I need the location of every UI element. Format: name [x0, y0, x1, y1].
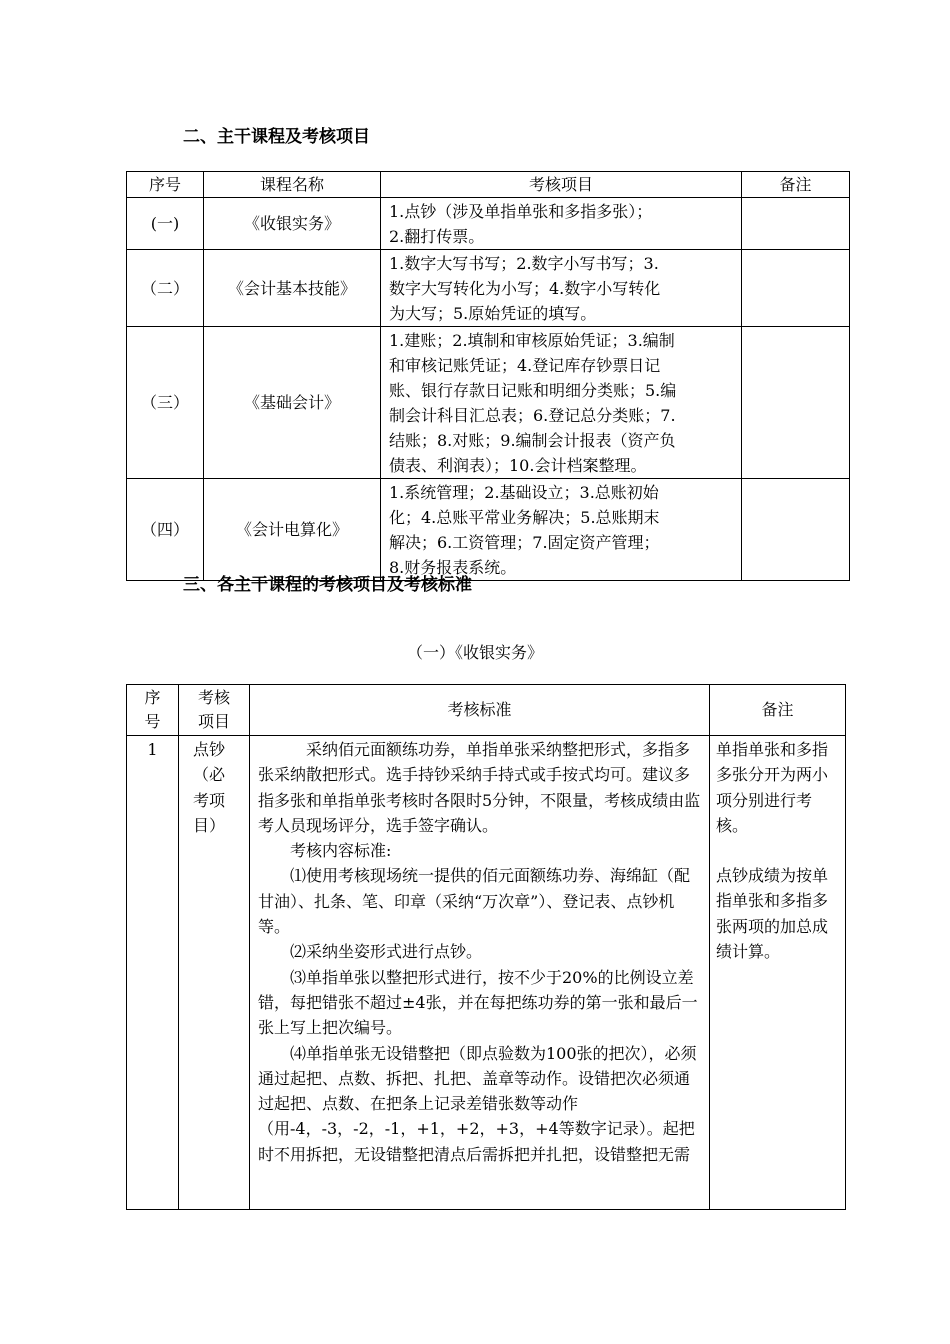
header-num: 序号 — [127, 172, 204, 198]
row-course: 《收银实务》 — [204, 198, 381, 250]
row-num: （二） — [127, 250, 204, 327]
row-note — [742, 198, 850, 250]
row-num: （三） — [127, 327, 204, 479]
row-note — [742, 250, 850, 327]
header-standard: 考核标准 — [250, 685, 710, 736]
table-header-row — [127, 172, 850, 198]
row-note — [742, 327, 850, 479]
row-course: 《会计电算化》 — [204, 479, 381, 581]
row-num: 1 — [127, 736, 179, 1210]
row-items: 1.建账；2.填制和审核原始凭证；3.编制 和审核记账凭证；4.登记库存钞票日记 账、银行存款日记账和明细分类账；5.编 制会计科目汇总表；6.登记总分类账；7. 结账；8.对账；9.编制会计报表（资产负 债表、利润表）；10.会计档案整理。 — [381, 327, 742, 479]
row-num: （四） — [127, 479, 204, 581]
header-note: 备注 — [742, 172, 850, 198]
course-table — [126, 171, 850, 581]
header-num: 序 号 — [127, 685, 179, 736]
table-row — [127, 736, 846, 1210]
section-2-heading: 二、主干课程及考核项目 — [183, 127, 370, 147]
row-course: 《基础会计》 — [204, 327, 381, 479]
header-items: 考核项目 — [381, 172, 742, 198]
row-num: (一) — [127, 198, 204, 250]
row-standard: 采纳佰元面额练功券，单指单张采纳整把形式，多指多张采纳散把形式。选手持钞采纳手持式或手按式均可。建议多指多张和单指单张考核时各限时5分钟，不限量，考核成绩由监考人员现场评分，选手签字确认。 考核内容标准: ⑴使用考核现场统一提供的佰元面额练功券、海绵缸（配甘油）、扎条、笔、印章（采纳“万次章”）、登记表、点钞机等。 ⑵采纳坐姿形式进行点钞。 ⑶单指单张以整把形式进行，按不少于20%的比例设立差错，每把错张不超过±4张，并在每把练功券的第一张和最后一张上写上把次编号。 ⑷单指单张无设错整把（即点验数为100张的把次），必须通过起把、点数、拆把、扎把、盖章等动作。设错把次必须通过起把、点数、在把条上记录差错张数等动作（用-4，-3，-2，-1，+1，+2，+3，+4等数字记录）。起把时不用拆把，无设错整把清点后需拆把并扎把，设错整把无需 — [250, 736, 710, 1210]
row-note — [742, 479, 850, 581]
course-subtitle: （一）《收银实务》 — [406, 643, 543, 662]
standards-table — [126, 684, 846, 1210]
table-row — [127, 250, 850, 327]
table-row — [127, 479, 850, 581]
header-project: 考核 项目 — [179, 685, 250, 736]
table-header-row — [127, 685, 846, 736]
header-note: 备注 — [710, 685, 846, 736]
section-3-heading: 三、各主干课程的考核项目及考核标准 — [183, 575, 472, 595]
row-course: 《会计基本技能》 — [204, 250, 381, 327]
header-course: 课程名称 — [204, 172, 381, 198]
row-items: 1.点钞（涉及单指单张和多指多张）； 2.翻打传票。 — [381, 198, 742, 250]
row-project: 点钞 （必 考项 目） — [179, 736, 250, 1210]
table-row — [127, 327, 850, 479]
table-row — [127, 198, 850, 250]
row-note: 单指单张和多指多张分开为两小项分别进行考核。 点钞成绩为按单指单张和多指多张两项的加总成绩计算。 — [710, 736, 846, 1210]
row-items: 1.数字大写书写；2.数字小写书写；3. 数字大写转化为小写；4.数字小写转化 为大写；5.原始凭证的填写。 — [381, 250, 742, 327]
row-items: 1.系统管理；2.基础设立；3.总账初始 化；4.总账平常业务解决；5.总账期末 解决；6.工资管理；7.固定资产管理； 8.财务报表系统。 — [381, 479, 742, 581]
